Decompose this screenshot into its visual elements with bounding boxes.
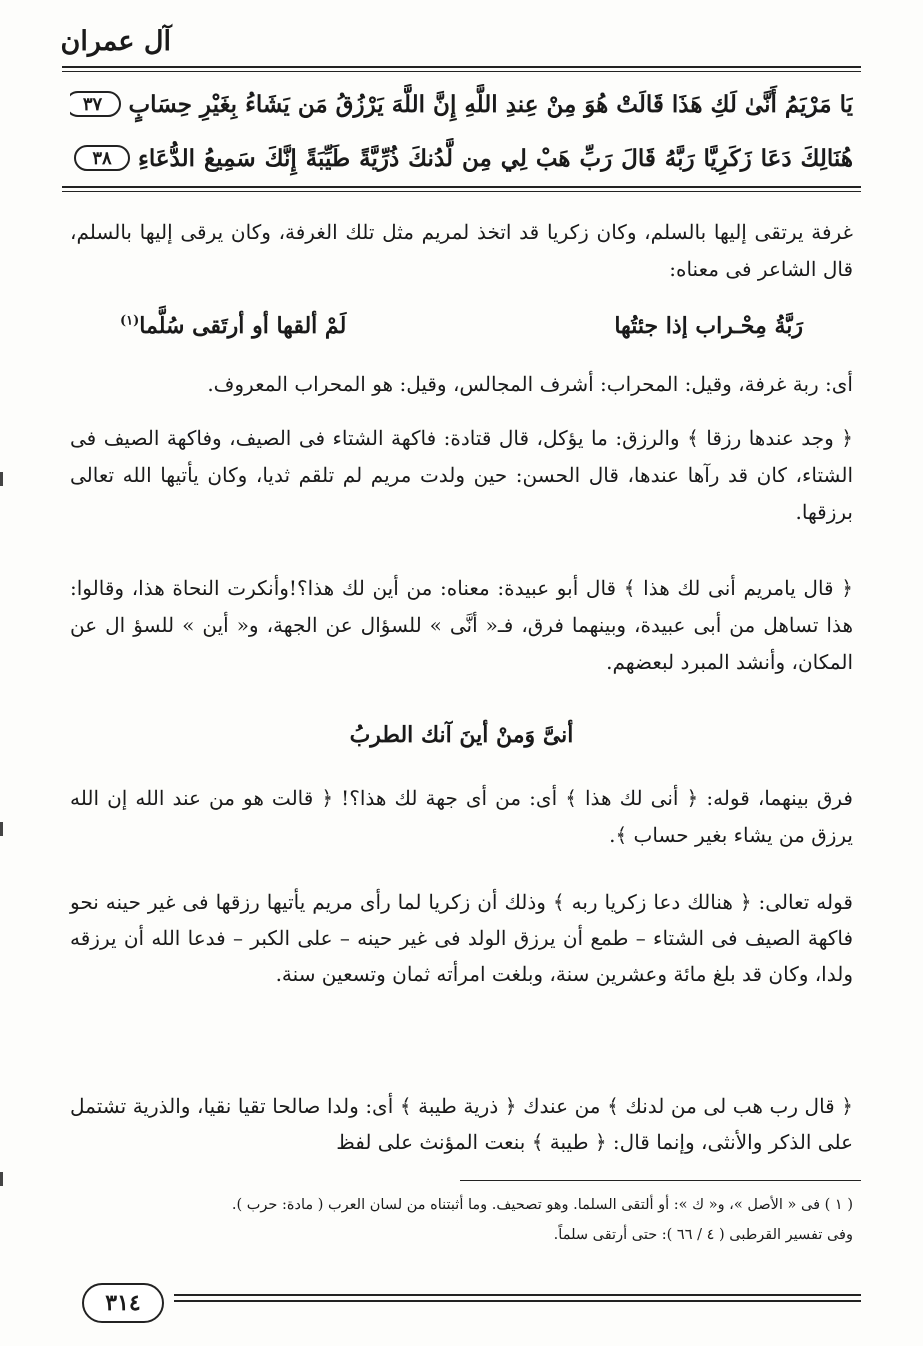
footnote: وفى تفسير القرطبى ( ٤ / ٦٦ ): حتى أرتقى سلماً.: [553, 1227, 853, 1243]
footnote-separator: [460, 1180, 861, 1181]
footer-rule-top: [174, 1294, 861, 1296]
paragraph: فرق بينهما، قوله: ﴿ أنى لك هذا ﴾ أى: من أى جهة لك هذا؟! ﴿ قالت هو من عند الله إن الله يرزق من يشاء بغير حساب ﴾.: [70, 786, 853, 847]
ayah-number-marker: ٣٨: [74, 145, 130, 171]
paragraph: غرفة يرتقى إليها بالسلم، وكان زكريا قد اتخذ لمريم مثل تلك الغرفة، وكان يرقى إليها بالسلم، قال الشاعر فى معناه:: [70, 220, 853, 281]
ayah-number-marker: ٣٧: [70, 91, 121, 117]
surah-title: آل عمران: [60, 26, 171, 57]
verse-text: هُنَالِكَ دَعَا زَكَرِيَّا رَبَّهُ قَالَ رَبِّ هَبْ لِي مِن لَّدُنكَ ذُرِّيَّةً طَيِّبَةً إِنَّكَ سَمِيعُ الدُّعَاءِ: [138, 144, 853, 172]
page-edge-mark: [0, 822, 3, 836]
poem-second-hemistich: لَمْ ألقها أو أرتَقى سُلَّما$^{(١)}$: [120, 313, 347, 339]
paragraph: أى: ربة غرفة، وقيل: المحراب: أشرف المجالس، وقيل: هو المحراب المعروف.: [207, 372, 853, 396]
paragraph: قوله تعالى: ﴿ هنالك دعا زكريا ربه ﴾ وذلك أن زكريا لما رأى مريم يأتيها رزقها فى غير حينه نحو فاكهة الصيف فى الشتاء – طمع أن يرزق الولد فى غير حينه – على الكبر – فدعا الله أن يرزقه ولدا، وكان قد بلغ مائة وعشرين سنة، وبلغت امرأته ثمان وتسعين سنة.: [70, 890, 854, 986]
page-number: ٣١٤: [82, 1283, 164, 1323]
paragraph: ﴿ قال يامريم أنى لك هذا ﴾ قال أبو عبيدة: معناه: من أين لك هذا؟!وأنكرت النحاة هذا، وقالوا: هذا تساهل من أبى عبيدة، وبينهما فرق، فـ« أنَّى » للسؤال عن الجهة، و« أين » للسؤ ال عن المكان، وأنشد المبرد لبعضهم.: [70, 576, 853, 674]
verses-rule-top: [62, 186, 861, 188]
poem-verse-centered: أنىَّ وَمنْ أينَ آنك الطربُ: [349, 722, 574, 748]
poem-first-hemistich: رَبَّةُ مِحْـراب إذا جئتُها: [614, 313, 803, 339]
poem-verse: [120, 306, 803, 346]
header-rule-bottom: [62, 71, 861, 72]
footnote-reference: (١): [120, 313, 140, 329]
paragraph: ﴿ وجد عندها رزقا ﴾ والرزق: ما يؤكل، قال قتادة: فاكهة الشتاء فى الصيف، وفاكهة الصيف فى الشتاء، كان قد رآها عندها، قال الحسن: حين ولدت مريم لم تلقم ثديا، وكان يأتيها الله تعالى برزقها.: [70, 426, 853, 524]
verse-text: يَا مَرْيَمُ أَنَّىٰ لَكِ هَذَا قَالَتْ هُوَ مِنْ عِندِ اللَّهِ إِنَّ اللَّهَ يَرْزُقُ مَن يَشَاءُ بِغَيْرِ حِسَابٍ: [128, 90, 853, 118]
page-edge-mark: [0, 1172, 3, 1186]
footnote: ( ١ ) فى « الأصل »، و« ك »: أو ألتقى السلما. وهو تصحيف. وما أثبتناه من لسان العرب ( مادة: حرب ).: [231, 1197, 853, 1213]
paragraph: ﴿ قال رب هب لى من لدنك ﴾ من عندك ﴿ ذرية طيبة ﴾ أى: ولدا صالحا تقيا نقيا، والذرية تشتمل على الذكر والأنثى، وإنما قال: ﴿ طيبة ﴾ بنعت المؤنث على لفظ: [70, 1094, 853, 1154]
footnotes: [70, 1190, 853, 1250]
verse-38: [70, 138, 853, 178]
verse-37: [70, 84, 853, 124]
verses-rule-bottom: [62, 191, 861, 192]
page-edge-mark: [0, 472, 3, 486]
footer-rule-bottom: [174, 1300, 861, 1302]
header-rule-top: [62, 66, 861, 68]
